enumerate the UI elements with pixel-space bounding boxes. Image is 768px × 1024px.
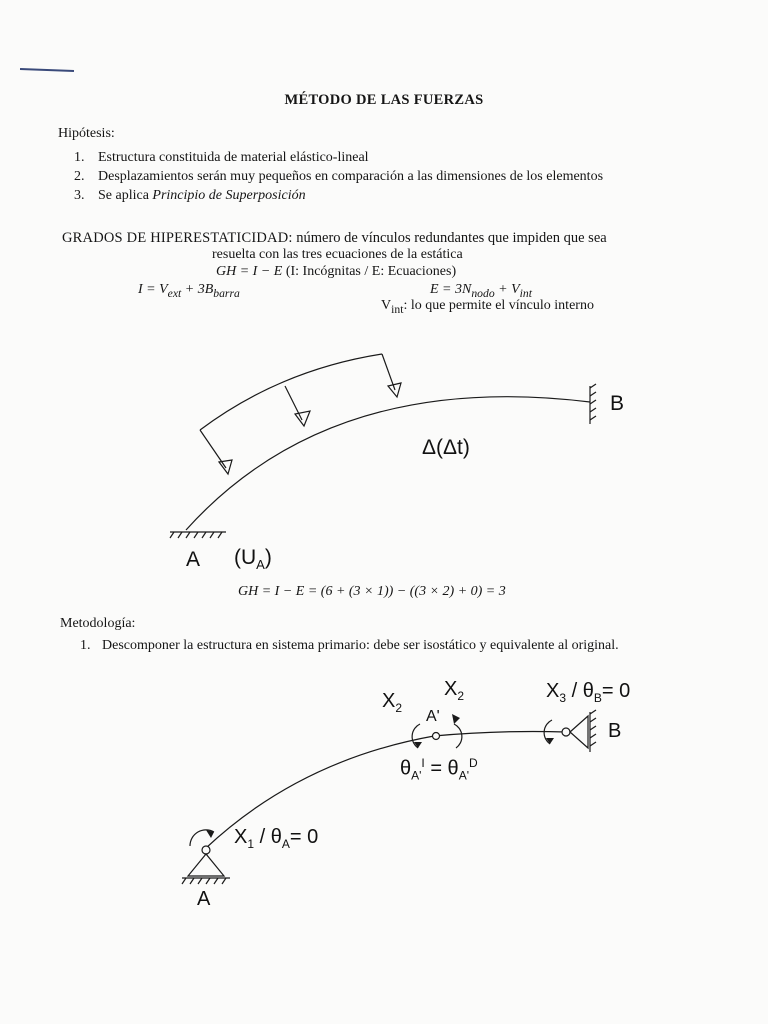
diagram2-structure [182,710,596,884]
load-frame [200,354,395,468]
hyperstatic-heading: GRADOS DE HIPERESTATICIDAD: número de vínculos redundantes que impiden que sea [62,230,607,246]
load-arrowheads [219,383,401,474]
label-support-b: B [608,720,622,742]
label-x2-left: $X_2$ [382,690,403,715]
list-item: 1. Estructura constituida de material elástico-lineal [74,150,369,165]
label-hinge-a-prime: A' [426,708,440,725]
label-temperature-variation: Δ(Δt) [422,436,470,459]
list-item: 1. Descomponer la estructura en sistema primario: debe ser isostático y equivalente al original. [80,638,619,653]
unknowns-formula: $I = V_{ext} + 3B_{barra}$ [138,282,240,300]
label-support-a: A [186,548,201,571]
gh-formula: GH = I − E (I: Incógnitas / E: Ecuaciones) [216,264,457,279]
gh-calculation: GH = I − E = (6 + (3 × 1)) − ((3 × 2) + 0) = 3 [238,584,506,599]
methodology-heading: Metodología: [60,616,136,631]
moment-arrowheads [206,714,554,838]
hypotheses-heading: Hipótesis: [58,126,115,141]
label-rotation-compatibility: $\theta_{A'}^I = \theta_{A'}^D$ [400,756,478,783]
label-x2-right: $X_2$ [444,678,465,703]
arch-member [186,397,590,530]
fixed-support-a [170,532,226,538]
list-item: 2. Desplazamientos serán muy pequeños en comparación a las dimensiones de los elementos [74,169,604,184]
label-support-displacement: $(U_A)$ [234,546,272,573]
list-item: 3. Se aplica Principio de Superposición [74,188,306,203]
vint-note: $V_{int}$: lo que permite el vínculo interno [381,298,594,316]
page-title: MÉTODO DE LAS FUERZAS [284,92,484,108]
label-support-a: A [197,888,211,910]
hyperstatic-definition-cont: resuelta con las tres ecuaciones de la estática [212,247,463,262]
label-x3-condition: $X_3 / \theta_B= 0$ [546,680,631,705]
label-support-b: B [610,392,625,415]
label-x1-condition: $X_1 / \theta_A= 0$ [234,826,319,851]
fixed-support-b [590,384,596,424]
equations-formula: $E = 3N_{nodo} + V_{int}$ [430,282,532,300]
